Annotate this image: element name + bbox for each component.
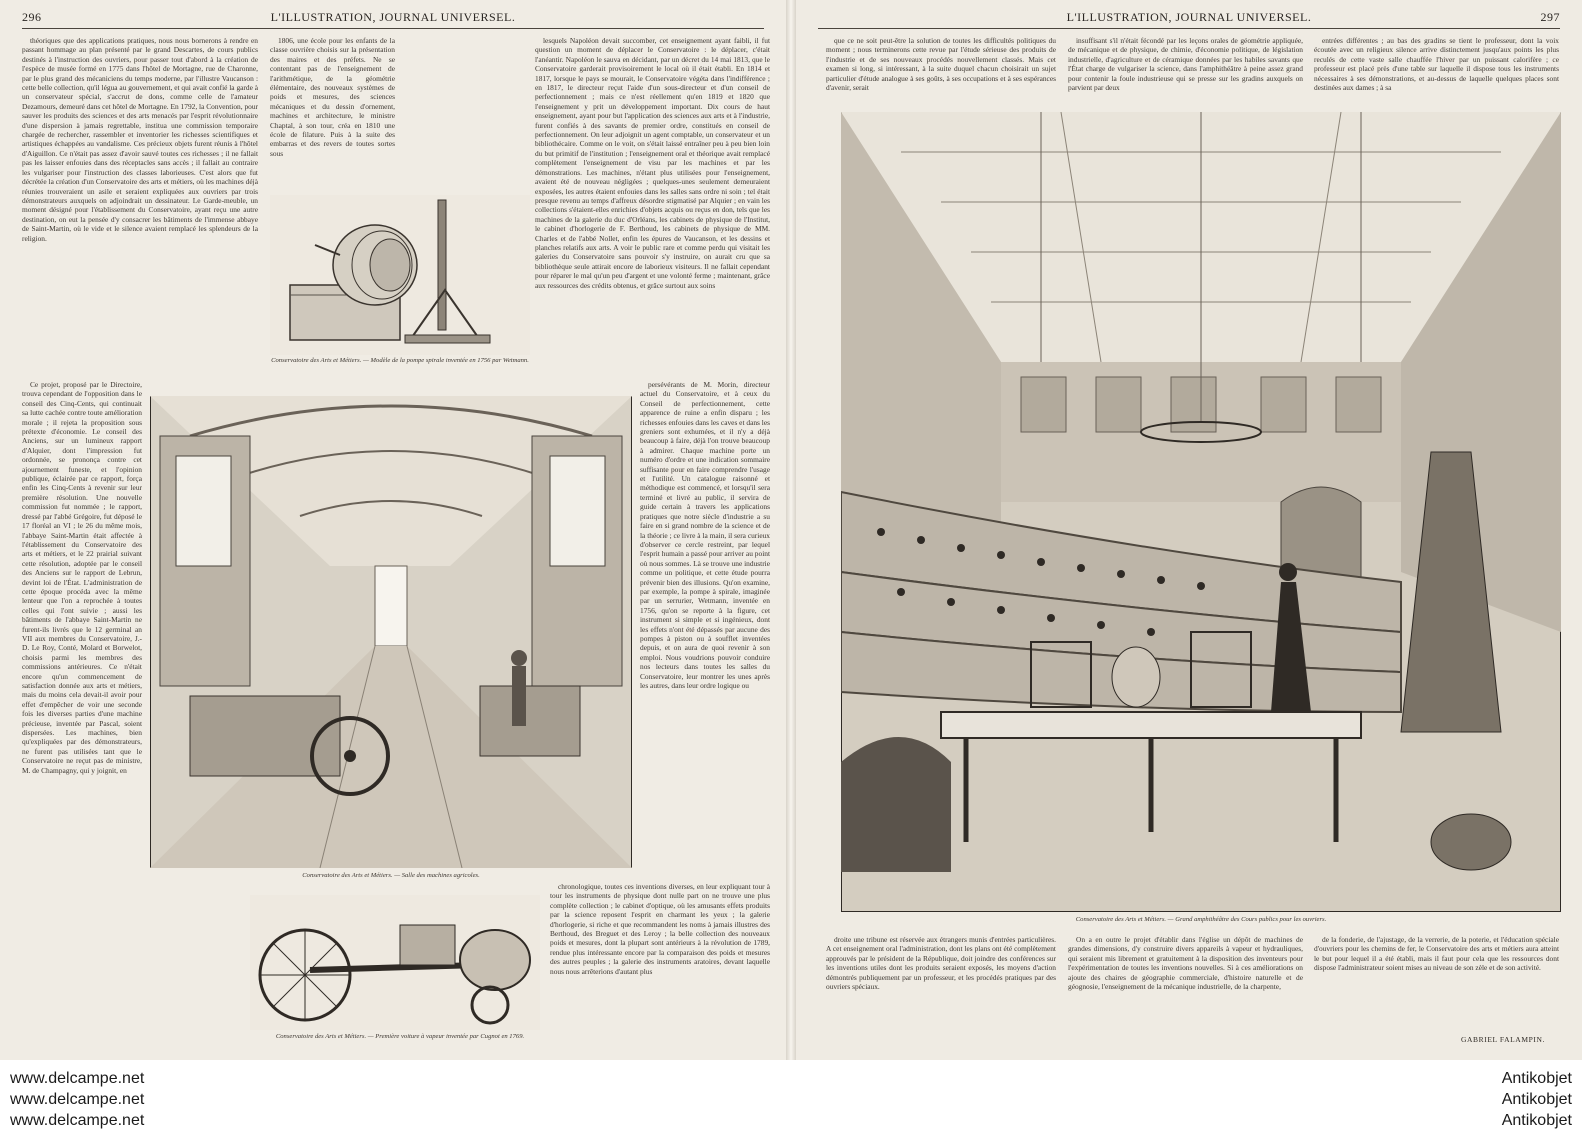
- left-watermark-stack: [10, 1068, 144, 1131]
- left-column-3: lesquels Napoléon devait succomber, cet enseignement ayant faibli, il fut question un moment de déplacer le Conservatoire : le déplacer, c'était l'anéantir. Napoléon le sauva en décidant, par un décret du 14 mai 1813, que le Conservatoire garderait provisoirement le local où il était établi. En 1814 et 1817, lorsque le pays se mourait, le Conservatoire végéta dans l'indifférence ; en 1817, le directeur reçut l'aide d'un sous-directeur et d'un conseil de perfectionnement ; mais ce n'est réellement qu'en 1819 et 1820 que l'enseignement y prit un développement important. Dix cours de haut enseignement, ayant pour but l'application des sciences aux arts et à l'industrie, furent confiés à des savants de premier ordre, constitués en conseil de perfectionnement. On leur adjoignit un agent comptable, un conservateur et un bibliothécaire. Comme on le voit, on s'était laissé entraîner peu à peu bien loin du but primitif de l'institution ; l'enseignement oral et théorique avait remplacé complètement l'enseignement de visu par les machines et par les démonstrations. Les machines, n'étant plus utilisées pour l'enseignement, avaient été de nouveau négligées ; quelques-unes seulement demeuraient exposées, les autres étaient enfouies dans les salles sans ordre ni soin ; tel était presque revenu au temps d'affreux désordre stigmatisé par Alquier ; en vain les collections s'étaient-elles enrichies d'objets acquis ou reçus en don, tels que les machines de la galerie du duc d'Orléans, les cabinets de physique de l'Institut, le cabinet d'horlogerie de F. Berthoud, les cabinets de physique de MM. Charles et de l'abbé Nollet, enfin les épures de Vaucanson, et les dessins et planches relatifs aux arts. A voir le public rare et comme perdu qui visitait les galeries du Conservatoire sans pouvoir s'y instruire, on aurait cru que sa bibliothèque seule attirait encore de laborieux visiteurs. Il ne fallait cependant pour réparer le mal qu'un peu d'argent et une volonté ferme ; maintenant, grâce aux ressources des crédits obtenus, et grâce surtout aux soins: [535, 36, 770, 290]
- right-watermark-stack: [1502, 1068, 1572, 1131]
- antikobjet-watermark: Antikobjet: [1501, 1091, 1572, 1108]
- delcampe-watermark: www.delcampe.net: [10, 1070, 145, 1087]
- right-bottom-column-3: de la fonderie, de l'ajustage, de la verrerie, de la poterie, et l'éducation spéciale d'ouvriers pour les chemins de fer, le Conservatoire des arts et métiers aura atteint le but pour lequel il a été établi, mais il faut pour cela que les ressources dont dispose l'administrateur soient mises au niveau de son zèle et de son activité.: [1314, 935, 1559, 973]
- right-bottom-column-1: droite une tribune est réservée aux étrangers munis d'entrées particulières. A cet enseignement oral l'administration, dont les plans ont été complètement approuvés par le président de la République, doit joindre des conférences sur les inventions utiles dont les produits seraient exposés, les moyens d'action démontrés publiquement par un professeur, et les procédés pratiques par des ouvriers spéciaux.: [826, 935, 1056, 992]
- delcampe-watermark: www.delcampe.net: [10, 1091, 145, 1108]
- right-bottom-column-2: On a en outre le projet d'établir dans l'église un dépôt de machines de grandes dimensions, d'y construire divers appareils à vapeur et hydrauliques, qui seraient mis librement et gratuitement à la disposition des inventeurs pour l'expérimentation de toutes les inventions nouvelles. Si à ces améliorations on ajoute des chaires de géographie commerciale, d'histoire naturelle et de géognosie, l'enseignement de la mécanique industrielle, de la charpente,: [1068, 935, 1303, 992]
- left-running-head: L'ILLUSTRATION, JOURNAL UNIVERSEL.: [270, 10, 516, 24]
- agricultural-machines-hall-engraving: [150, 396, 632, 868]
- amphitheatre-engraving: [841, 112, 1561, 912]
- delcampe-watermark: www.delcampe.net: [10, 1112, 145, 1129]
- left-column-2: 1806, une école pour les enfants de la classe ouvrière choisis sur la présentation des maires et des préfets. Ne se contentant pas de l'enseignement de l'arithmétique, de la géométrie élémentaire, des nouveaux systèmes de poids et mesures, des sciences mécaniques et du dessin d'ornement, machines et architecture, le ministre Chaptal, à son tour, créa en 1810 une école de filature. Puis à la suite des embarras et des revers de toutes sortes sous: [270, 36, 395, 158]
- right-running-head: L'ILLUSTRATION, JOURNAL UNIVERSEL.: [1066, 10, 1312, 24]
- right-top-column-3: entrées différentes ; au bas des gradins se tient le professeur, dont la voix écoutée avec un religieux silence arrive distinctement jusqu'aux points les plus reculés de cette vaste salle chauffée l'hiver par un puissant calorifère ; ce professeur est placé près d'une table sur laquelle il dispose tous les instruments nécessaires à ses démonstrations, et au-dessus de laquelle quelques places sont destinées aux dames ; à sa: [1314, 36, 1559, 93]
- spiral-pump-engraving: [270, 195, 530, 355]
- right-top-column-1: que ce ne soit peut-être la solution de toutes les difficultés politiques du moment ; nous terminerons cette revue par l'étude sérieuse des produits de l'industrie et de ses nouveaux procédés nouvellement classés. Mais cet examen si long, si intéressant, à la suite duquel chacun choisirait un sujet particulier d'étude analogue à ses goûts, à ses occupations et à ses espérances d'avenir, serait: [826, 36, 1056, 93]
- amphitheatre-caption: Conservatoire des Arts et Métiers. — Grand amphithéâtre des Cours publics pour les ouvriers.: [1075, 916, 1327, 923]
- author-signature: GABRIEL FALAMPIN.: [1461, 1035, 1545, 1044]
- left-page: [0, 0, 786, 1060]
- antikobjet-watermark: Antikobjet: [1501, 1112, 1572, 1129]
- left-column-5: chronologique, toutes ces inventions diverses, en leur expliquant tour à tour les instruments de physique dont nulle part on ne trouve une plus complète collection ; le cabinet d'optique, où les amusants effets produits par la science reposent l'esprit en charmant les yeux ; la galerie d'horlogerie, si riche et que recommandent les noms à jamais illustres des Berthoud, des Breguet et des Leroy ; la belle collection des nouveaux poids et mesures, dont la plupart sont antérieurs à la révolution de 1789, rendue plus intéressante encore par la comparaison des poids et mesures des autres peuples ; la galerie des instruments aratoires, devant laquelle nous nous arrêterions d'autant plus: [550, 882, 770, 976]
- right-top-column-2: insuffisant s'il n'était fécondé par les leçons orales de géométrie appliquée, de mécanique et de physique, de chimie, d'économie politique, de législation industrielle, d'agriculture et de céramique données par les habiles savants que l'État charge de vulgariser la science, dans l'amphithéâtre à peine assez grand pour contenir la foule industrieuse qui se presse sur les gradins auxquels on parvient par deux: [1068, 36, 1303, 93]
- steam-car-caption: Conservatoire des Arts et Métiers. — Première voiture à vapeur inventée par Cugnot en 1769.: [275, 1033, 525, 1040]
- pump-caption: Conservatoire des Arts et Métiers. — Modèle de la pompe spirale inventée en 1756 par Wetmann.: [271, 357, 529, 364]
- hall-caption: Conservatoire des Arts et Métiers. — Salle des machines agricoles.: [302, 872, 480, 879]
- antikobjet-watermark: Antikobjet: [1501, 1070, 1572, 1087]
- right-page: [796, 0, 1582, 1060]
- left-page-number: 296: [22, 10, 42, 24]
- left-column-4: persévérants de M. Morin, directeur actuel du Conservatoire, et à ceux du Conseil de perfectionnement, cette apparence de ruine a enfin disparu ; les richesses enfouies dans les caves et dans les greniers sont exhumées, et il n'y a déjà beaucoup à faire, déjà l'on trouve beaucoup à admirer. Chaque machine porte un numéro d'ordre et une indication sommaire suffisante pour en faire comprendre l'usage et l'utilité. Un catalogue raisonné et méthodique est commencé, et lorsqu'il sera terminé et livré au public, il servira de guide certain à travers les applications pratiques que notre siècle d'industrie a su faire en si grand nombre de la science et de la théorie ; ce livre à la main, il sera curieux d'observer ce cercle restreint, par lequel l'esprit humain a passé pour arriver au point où nous sommes. Là se trouve une industrie comme un politique, et cette étude pourra prévenir bien des illusions. Qu'on examine, par exemple, la pompe à spirale, imaginée par un serrurier, Wetmann, inventée en 1756, qu'on se reporte à la figure, cet instrument si simple et si ingénieux, dont les effets n'ont été dépassés par aucune des pompes à piston ou à soufflet inventées depuis, et on aura de quoi revenir à son emploi. Nous voudrions pouvoir conduire nos lecteurs dans toutes les salles du Conservatoire, leur montrer les unes après les autres, dans leur ordre logique ou: [640, 380, 770, 690]
- left-page-header: [22, 10, 764, 29]
- right-page-number: 297: [1540, 10, 1560, 24]
- right-page-header: [818, 10, 1560, 29]
- binding-gutter: [786, 0, 796, 1060]
- left-column-1b: Ce projet, proposé par le Directoire, trouva cependant de l'opposition dans le conseil des Cinq-Cents, qui continuait sa lutte cachée contre toute amélioration morale ; il rejeta la proposition sous prétexte d'économie. Le conseil des Anciens, sur un lumineux rapport d'Alquier, dont l'impression fut ordonnée, se prononça contre cet ajournement funeste, et l'opinion publique, éclairée par ce rapport, força enfin les Cinq-Cents à revenir sur leur première résolution. Une nouvelle commission fut nommée ; le rapport, dressé par l'abbé Grégoire, fut déposé le 17 floréal an VI ; le 26 du même mois, l'abbaye Saint-Martin était affectée à l'établissement du Conservatoire des arts et métiers, et le 22 prairial suivant cette résolution, adoptée par le conseil des Anciens sur le rapport de Lebrun, devint loi de l'État. L'administration de cette époque procéda avec la même lenteur que l'on a reprochée à toutes celles qui l'ont suivie ; aussi les bâtiments de l'abbaye Saint-Martin ne furent-ils livrés que le 12 germinal an VII aux membres du Conservatoire, J.-D. Le Roy, Conté, Molard et Borwelot, choisis parmi les membres des commissions antérieures. Ce n'était encore qu'un commencement de satisfaction donnée aux arts et métiers, mais du moins cela devait-il avoir pour effet d'empêcher de voir une seconde fois les diverses parties d'une machine précieuse, inventée par Pascal, soient dispersées. Les machines, bien qu'expliquées par des démonstrateurs, ne furent pas utilisées tant que le Conservatoire ne reçut pas de ministre, M. de Champagny, qui y joignit, en: [22, 380, 142, 775]
- left-column-1a: théoriques que des applications pratiques, nous nous bornerons à rendre en passant hommage au plan présenté par le grand Descartes, de cours publics destinés à l'instruction des ouvriers, pour passer tout d'abord à la création de l'espèce de musée formé en 1775 dans l'hôtel de Mortagne, rue de Charonne, par le plus grand des mécaniciens du temps moderne, par l'illustre Vaucanson : cette belle collection, qu'il légua au gouvernement, et qui avait confié la garde à un conservateur spécial, s'accrut de dons, comme celle de l'amateur Dezamours, demeuré dans cet hôtel de Mortagne. En 1792, la Convention, pour sauver les produits des sciences et des arts menacés par l'esprit révolutionnaire d'une dispersion à jamais regrettable, institua une commission temporaire chargée de rechercher, rassembler et inventorier les richesses scientifiques et artistiques échappées au vandalisme. Ces précieux objets furent réunis à l'hôtel d'Aiguillon. Ce n'était pas assez d'avoir sauvé toutes ces richesses ; il ne fallait pas les laisser enfouies dans des réceptacles sans accès ; il fallait au contraire les vulgariser pour l'instruction des classes laborieuses. C'est alors que fut décrétée la création d'un Conservatoire des arts et métiers, où les machines déjà réunies trouveraient un asile et seraient expliquées aux ouvriers par trois démonstrateurs auxquels on adjoindrait un dessinateur. Le Garde-meuble, un moment désigné pour l'établissement du Conservatoire, ayant reçu une autre destination, on eut la pensée d'y consacrer les bâtiments de l'immense abbaye de Saint-Martin, où le vide et le silence avaient remplacé les splendeurs de la religion.: [22, 36, 258, 243]
- cugnot-steam-car-engraving: [250, 895, 540, 1030]
